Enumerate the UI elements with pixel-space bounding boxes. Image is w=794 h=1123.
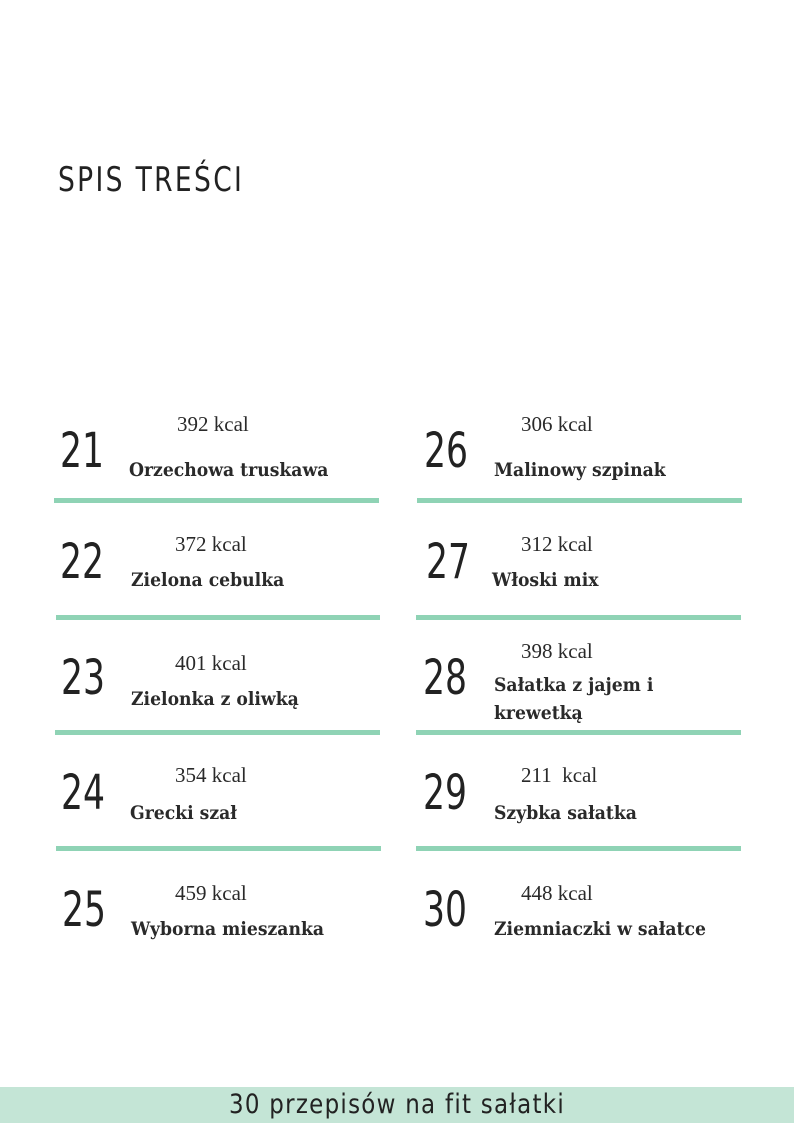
calories: 448 kcal [521, 881, 593, 905]
page-number: 25 [62, 882, 106, 938]
divider [54, 498, 379, 503]
page-number: 30 [423, 882, 467, 938]
calories: 372 kcal [175, 532, 247, 556]
recipe-name: Wyborna mieszanka [131, 919, 325, 940]
page-number: 28 [423, 650, 467, 706]
page-number: 21 [60, 423, 104, 479]
page-number: 24 [61, 765, 105, 821]
footer-title: 30 przepisów na fit sałatki [228, 1089, 566, 1120]
calories: 354 kcal [175, 763, 247, 787]
divider [56, 615, 380, 620]
calories: 401 kcal [175, 651, 247, 675]
recipe-name: Malinowy szpinak [494, 460, 666, 481]
divider [416, 730, 741, 735]
divider [56, 846, 381, 851]
calories: 306 kcal [521, 412, 593, 436]
page-number: 23 [61, 650, 105, 706]
recipe-name: Orzechowa truskawa [129, 460, 329, 481]
recipe-name: Ziemniaczki w sałatce [494, 919, 706, 940]
divider [416, 846, 741, 851]
footer-band [0, 1087, 794, 1123]
page-number: 26 [424, 423, 468, 479]
divider [416, 615, 741, 620]
recipe-name: Zielonka z oliwką [131, 689, 299, 710]
page-number: 27 [426, 534, 470, 590]
recipe-name: Sałatka z jajem i krewetką [494, 675, 654, 724]
divider [417, 498, 742, 503]
calories: 312 kcal [521, 532, 593, 556]
page-number: 22 [60, 534, 104, 590]
divider [55, 730, 380, 735]
calories: 459 kcal [175, 881, 247, 905]
recipe-name: Szybka sałatka [494, 803, 637, 824]
page-title: SPIS TREŚCI [58, 160, 245, 200]
recipe-name: Zielona cebulka [131, 570, 285, 591]
recipe-name: Włoski mix [492, 570, 599, 591]
page-number: 29 [423, 765, 467, 821]
recipe-name: Grecki szał [130, 803, 237, 824]
calories: 211 kcal [521, 763, 598, 787]
calories: 392 kcal [177, 412, 249, 436]
calories: 398 kcal [521, 639, 593, 663]
